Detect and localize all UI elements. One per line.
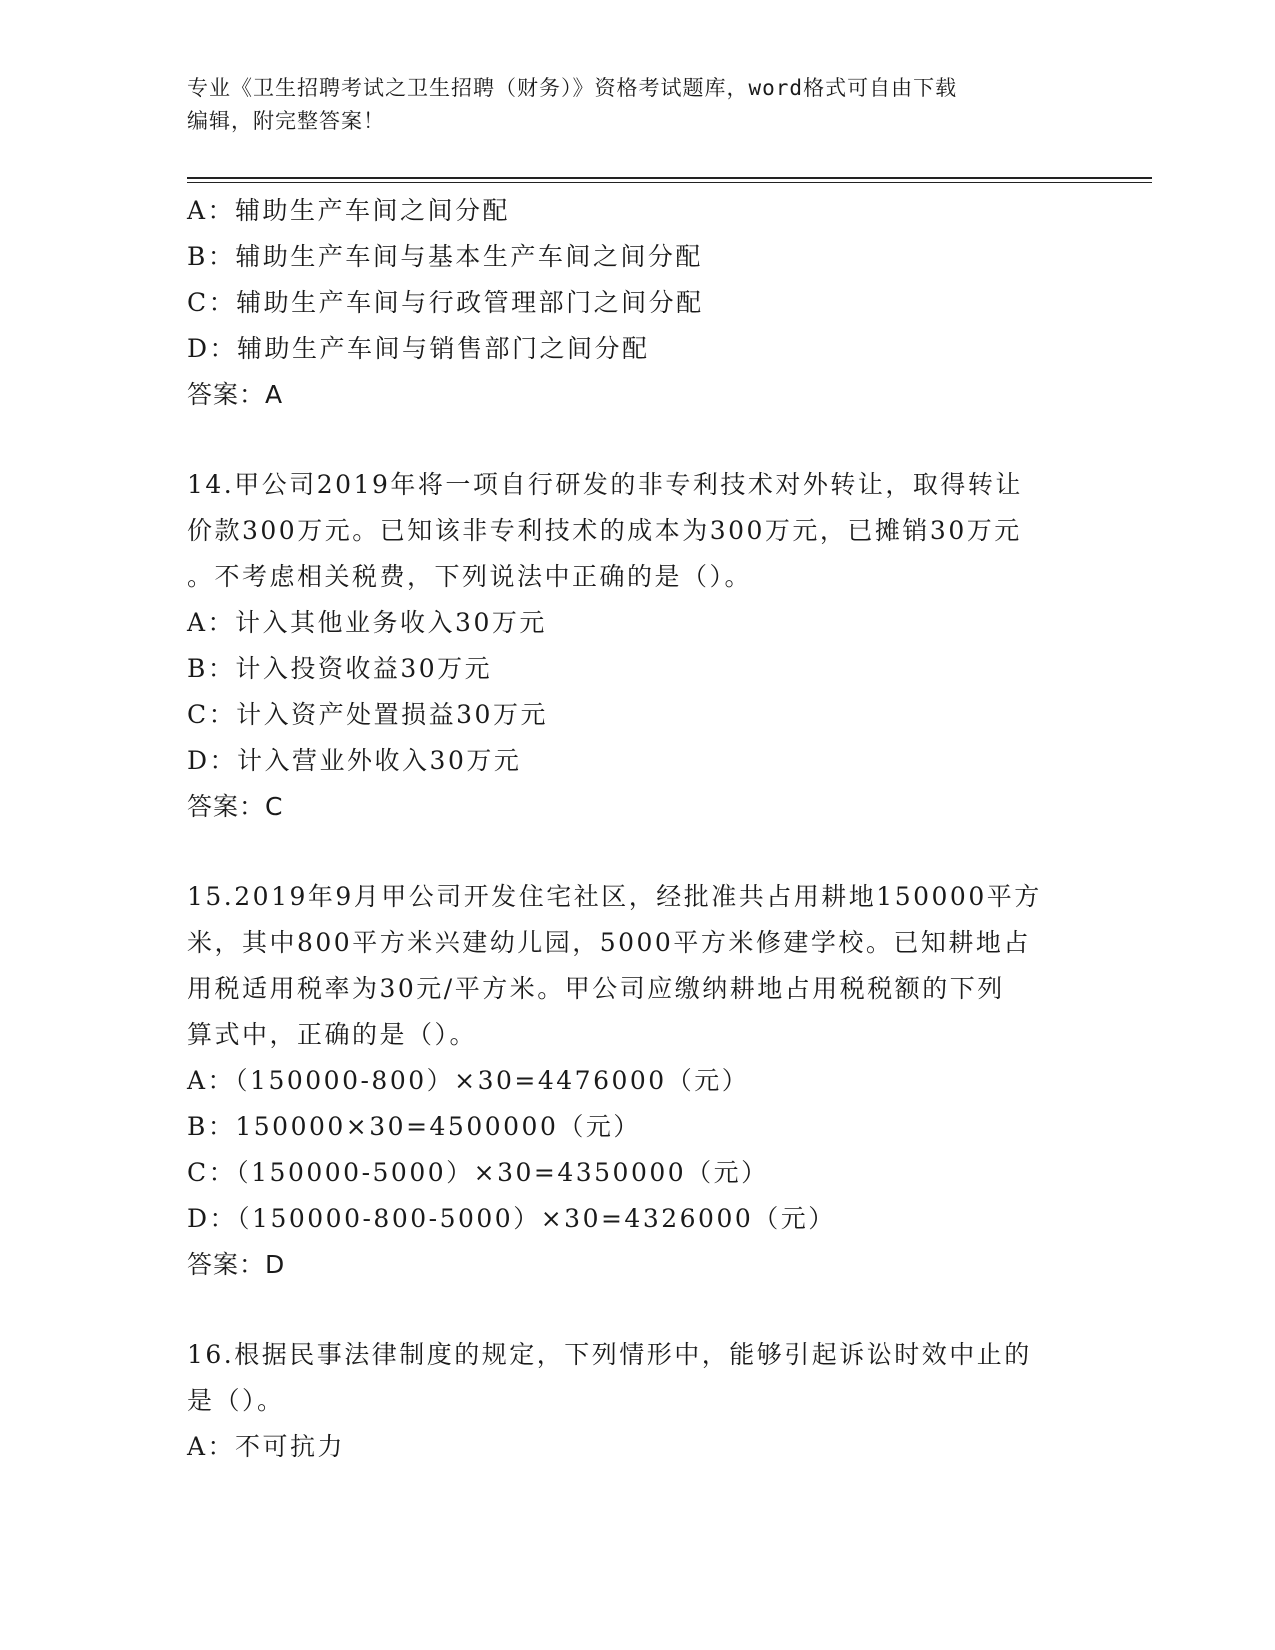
option-a: A：辅助生产车间之间分配 xyxy=(187,196,511,225)
question-16 xyxy=(187,1332,1087,1470)
question-text-line: 16.根据民事法律制度的规定，下列情形中，能够引起诉讼时效中止的 xyxy=(187,1340,1032,1369)
option-c: C：辅助生产车间与行政管理部门之间分配 xyxy=(187,288,704,317)
question-text-line: 米，其中800平方米兴建幼儿园，5000平方米修建学校。已知耕地占 xyxy=(187,928,1031,957)
option-b: B：150000×30=4500000（元） xyxy=(187,1112,641,1141)
page-header xyxy=(187,72,1087,138)
answer: 答案：D xyxy=(187,1250,286,1279)
option-c: C：（150000-5000）×30=4350000（元） xyxy=(187,1158,769,1187)
spacer xyxy=(187,1288,1087,1332)
option-b: B：计入投资收益30万元 xyxy=(187,654,493,683)
option-b: B：辅助生产车间与基本生产车间之间分配 xyxy=(187,242,703,271)
answer: 答案：A xyxy=(187,380,284,409)
question-list xyxy=(187,188,1087,1470)
header-line-2: 编辑，附完整答案！ xyxy=(187,109,385,133)
question-text-line: 15.2019年9月甲公司开发住宅社区，经批准共占用耕地150000平方 xyxy=(187,882,1042,911)
spacer xyxy=(187,830,1087,874)
question-text-line: 算式中，正确的是（）。 xyxy=(187,1020,478,1049)
answer: 答案：C xyxy=(187,792,284,821)
header-divider xyxy=(187,177,1152,179)
question-text-line: 是（）。 xyxy=(187,1386,285,1415)
option-a: A：计入其他业务收入30万元 xyxy=(187,608,547,637)
question-text-line: 用税适用税率为30元/平方米。甲公司应缴纳耕地占用税税额的下列 xyxy=(187,974,1005,1003)
question-13 xyxy=(187,188,1087,418)
spacer xyxy=(187,418,1087,462)
header-divider-thin xyxy=(187,182,1152,183)
header-line-1: 专业《卫生招聘考试之卫生招聘（财务）》资格考试题库，word格式可自由下载 xyxy=(187,76,958,100)
option-a: A：不可抗力 xyxy=(187,1432,346,1461)
option-d: D：（150000-800-5000）×30=4326000（元） xyxy=(187,1204,836,1233)
option-d: D：辅助生产车间与销售部门之间分配 xyxy=(187,334,650,363)
option-c: C：计入资产处置损益30万元 xyxy=(187,700,548,729)
option-a: A：（150000-800）×30=4476000（元） xyxy=(187,1066,750,1095)
question-15 xyxy=(187,874,1087,1288)
question-text-line: 。不考虑相关税费，下列说法中正确的是（）。 xyxy=(187,562,753,591)
question-text-line: 价款300万元。已知该非专利技术的成本为300万元，已摊销30万元 xyxy=(187,516,1022,545)
option-d: D：计入营业外收入30万元 xyxy=(187,746,522,775)
question-14 xyxy=(187,462,1087,830)
question-text-line: 14.甲公司2019年将一项自行研发的非专利技术对外转让，取得转让 xyxy=(187,470,1023,499)
